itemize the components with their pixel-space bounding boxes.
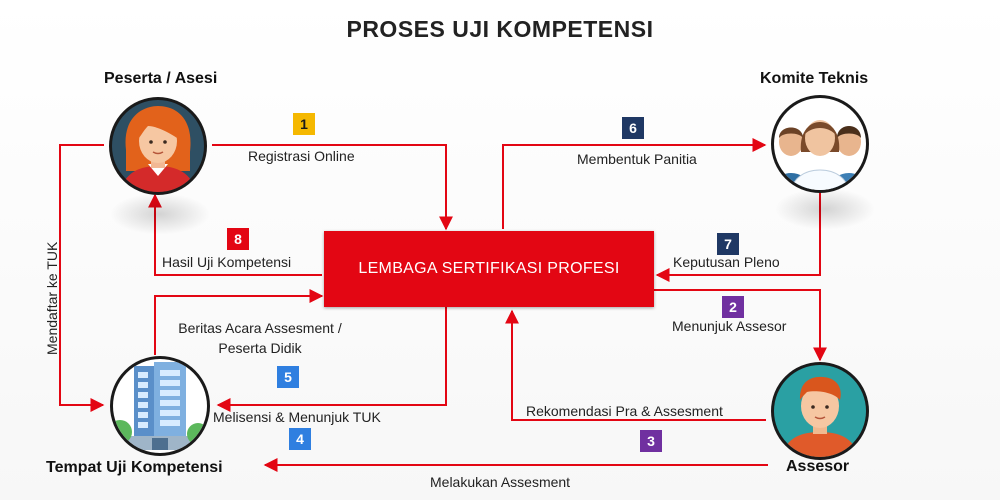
step-badge-7: 7 bbox=[717, 233, 739, 255]
actor-komite-label: Komite Teknis bbox=[760, 70, 869, 87]
step-badge-5: 5 bbox=[277, 366, 299, 388]
komite-avatar-icon bbox=[767, 94, 873, 194]
komite-shadow bbox=[775, 188, 875, 230]
mendaftar-label: Mendaftar ke TUK bbox=[44, 241, 60, 355]
assesor-avatar-icon bbox=[767, 360, 873, 462]
actor-peserta-label: Peserta / Asesi bbox=[104, 70, 218, 87]
step-badge-2: 2 bbox=[722, 296, 744, 318]
step-label-3: Rekomendasi Pra & Assesment bbox=[526, 403, 723, 419]
diagram-title: PROSES UJI KOMPETENSI bbox=[346, 16, 654, 42]
step-label-8: Hasil Uji Kompetensi bbox=[162, 254, 292, 270]
actor-assesor-label: Assesor bbox=[786, 458, 850, 475]
lsp-box: LEMBAGA SERTIFIKASI PROFESI bbox=[324, 231, 654, 307]
step-label-6: Membentuk Panitia bbox=[577, 151, 697, 167]
step-label-1: Registrasi Online bbox=[248, 148, 355, 164]
step-badge-1: 1 bbox=[293, 113, 315, 135]
arrow-mendaftar bbox=[60, 145, 104, 405]
step-label-2: Menunjuk Assesor bbox=[672, 318, 787, 334]
melakukan-label: Melakukan Assesment bbox=[430, 474, 571, 490]
step-badge-8: 8 bbox=[227, 228, 249, 250]
peserta-shadow bbox=[110, 193, 210, 235]
step-label-5-line-2: Peserta Didik bbox=[218, 340, 302, 356]
step-label-4: Melisensi & Menunjuk TUK bbox=[213, 409, 381, 425]
building-avatar-icon bbox=[104, 354, 216, 458]
step-label-7: Keputusan Pleno bbox=[673, 254, 780, 270]
step-label-5-line-1: Beritas Acara Assesment / bbox=[178, 320, 342, 336]
step-label-5 bbox=[160, 318, 360, 358]
peserta-avatar-icon bbox=[104, 96, 212, 196]
step-badge-6: 6 bbox=[622, 117, 644, 139]
actor-tuk-label: Tempat Uji Kompetensi bbox=[46, 459, 223, 476]
step-badge-4: 4 bbox=[289, 428, 311, 450]
step-badge-3: 3 bbox=[640, 430, 662, 452]
